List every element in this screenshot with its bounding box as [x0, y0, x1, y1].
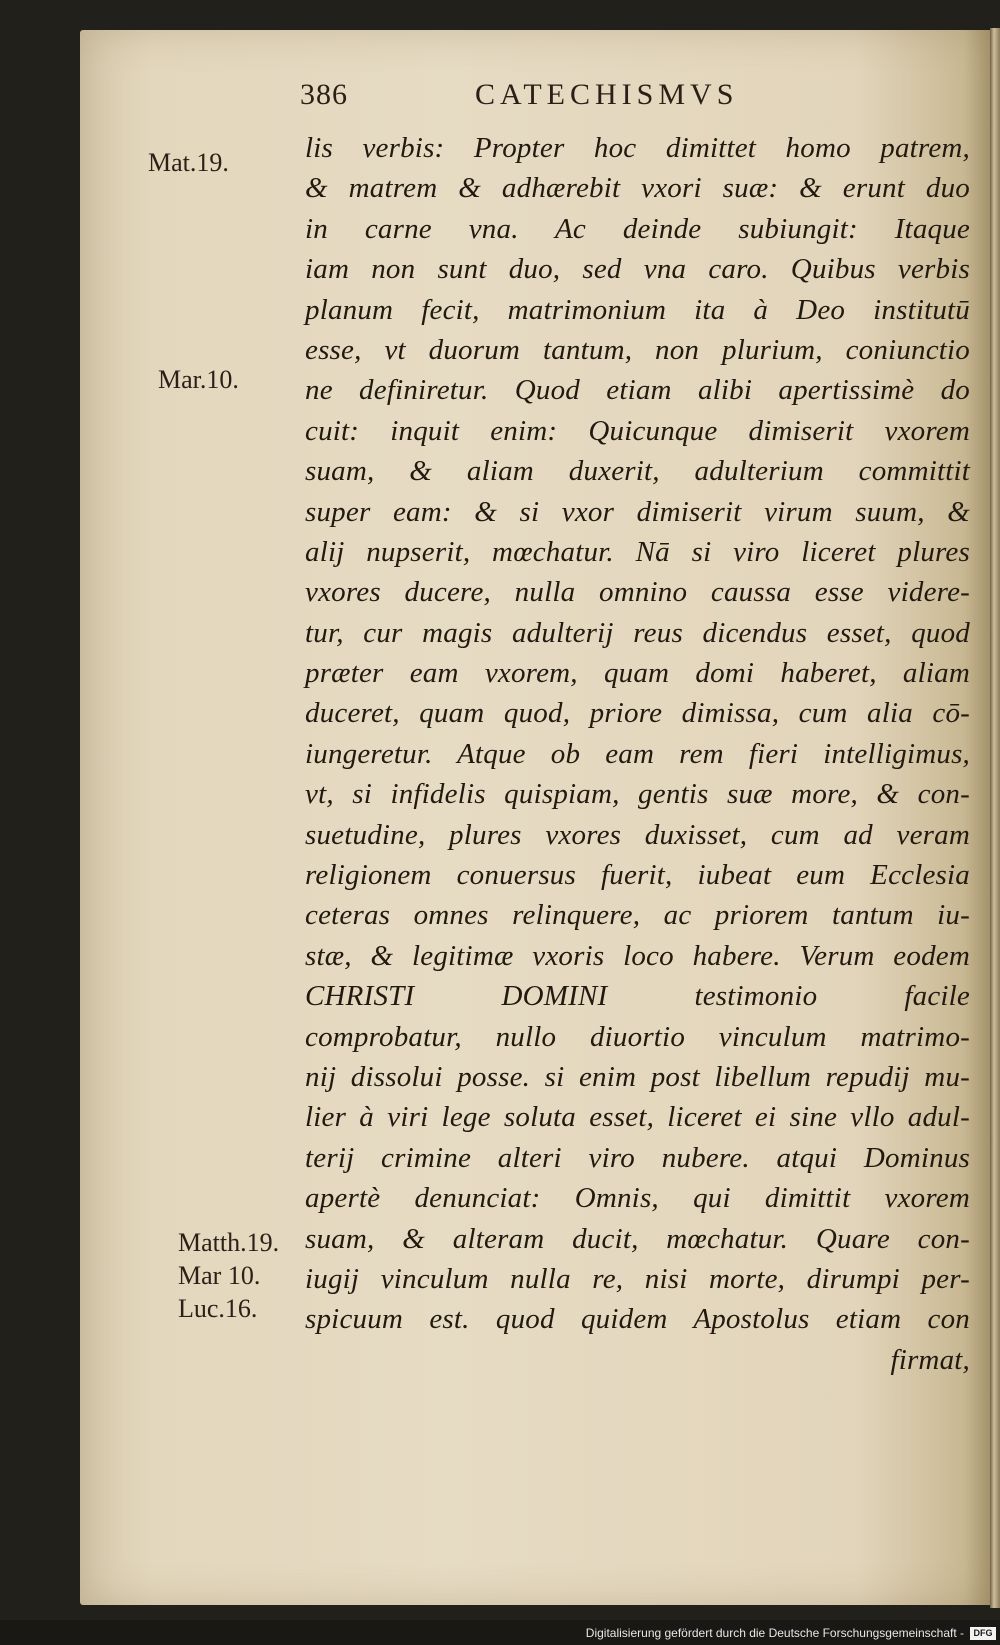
margin-note: Luc.16. — [178, 1294, 258, 1323]
text-line: esse, vt duorum tantum, non plurium, coniunctio — [305, 333, 970, 366]
text-line: firmat, — [890, 1343, 970, 1376]
text-line: nij dissolui posse. si enim post libellum repudij mu- — [305, 1060, 970, 1093]
text-line: tur, cur magis adulterij reus dicendus esset, quod — [305, 616, 970, 649]
text-line: ne definiretur. Quod etiam alibi apertissimè do — [305, 374, 970, 407]
text-line: alij nupserit, mœchatur. Nā si viro liceret plures — [305, 535, 970, 568]
text-line: apertè denunciat: Omnis, qui dimittit vxorem — [305, 1182, 970, 1215]
text-line: suam, & aliam duxerit, adulterium committit — [305, 455, 970, 488]
margin-note: Matth.19. — [178, 1228, 280, 1257]
text-line: lier à viri lege soluta esset, liceret ei sine vllo adul- — [305, 1101, 970, 1134]
dfg-logo-icon: DFG — [970, 1627, 996, 1640]
text-line: super eam: & si vxor dimiserit virum suum, & — [305, 495, 970, 528]
text-line: & matrem & adhærebit vxori suæ: & erunt duo — [305, 172, 970, 205]
text-line: suam, & alteram ducit, mœchatur. Quare con- — [305, 1222, 970, 1255]
text-line: terij crimine alteri viro nubere. atqui Dominus — [305, 1141, 970, 1174]
text-line: præter eam vxorem, quam domi haberet, aliam — [305, 657, 970, 690]
text-line: stæ, & legitimæ vxoris loco habere. Verum eodem — [305, 939, 970, 972]
text-line: religionem conuersus fuerit, iubeat eum Ecclesia — [305, 859, 970, 892]
margin-note: Mar.10. — [158, 365, 239, 394]
margin-note: Mar 10. — [178, 1261, 261, 1290]
text-line: spicuum est. quod quidem Apostolus etiam con — [305, 1303, 970, 1336]
book-title: CATECHISMVS — [475, 78, 739, 111]
footer-credit: Digitalisierung gefördert durch die Deutsche Forschungsgemeinschaft - — [585, 1626, 964, 1640]
text-line: vt, si infidelis quispiam, gentis suæ more, & con- — [305, 778, 970, 811]
page-number: 386 — [300, 78, 348, 111]
text-line: iugij vinculum nulla re, nisi morte, dirumpi per- — [305, 1262, 970, 1295]
text-line: planum fecit, matrimonium ita à Deo institutū — [305, 293, 970, 326]
text-line: duceret, quam quod, priore dimissa, cum alia cō- — [305, 697, 970, 730]
text-line: ceteras omnes relinquere, ac priorem tantum iu- — [305, 899, 970, 932]
running-head — [300, 78, 940, 128]
text-line: iam non sunt duo, sed vna caro. Quibus verbis — [305, 253, 970, 286]
digitization-footer — [586, 1624, 996, 1642]
text-line: cuit: inquit enim: Quicunque dimiserit vxorem — [305, 414, 970, 447]
page-edge — [990, 28, 1000, 1608]
text-line: lis verbis: Propter hoc dimittet homo patrem, — [305, 132, 970, 164]
text-line: iungeretur. Atque ob eam rem fieri intelligimus, — [305, 737, 970, 770]
text-line: CHRISTI DOMINI testimonio facile — [305, 980, 970, 1013]
margin-note: Mat.19. — [148, 148, 229, 177]
text-line: suetudine, plures vxores duxisset, cum ad veram — [305, 818, 970, 851]
text-line: in carne vna. Ac deinde subiungit: Itaque — [305, 212, 970, 245]
text-line: comprobatur, nullo diuortio vinculum matrimo- — [305, 1020, 970, 1053]
body-text — [305, 128, 970, 1380]
text-line: vxores ducere, nulla omnino caussa esse videre- — [305, 576, 970, 609]
